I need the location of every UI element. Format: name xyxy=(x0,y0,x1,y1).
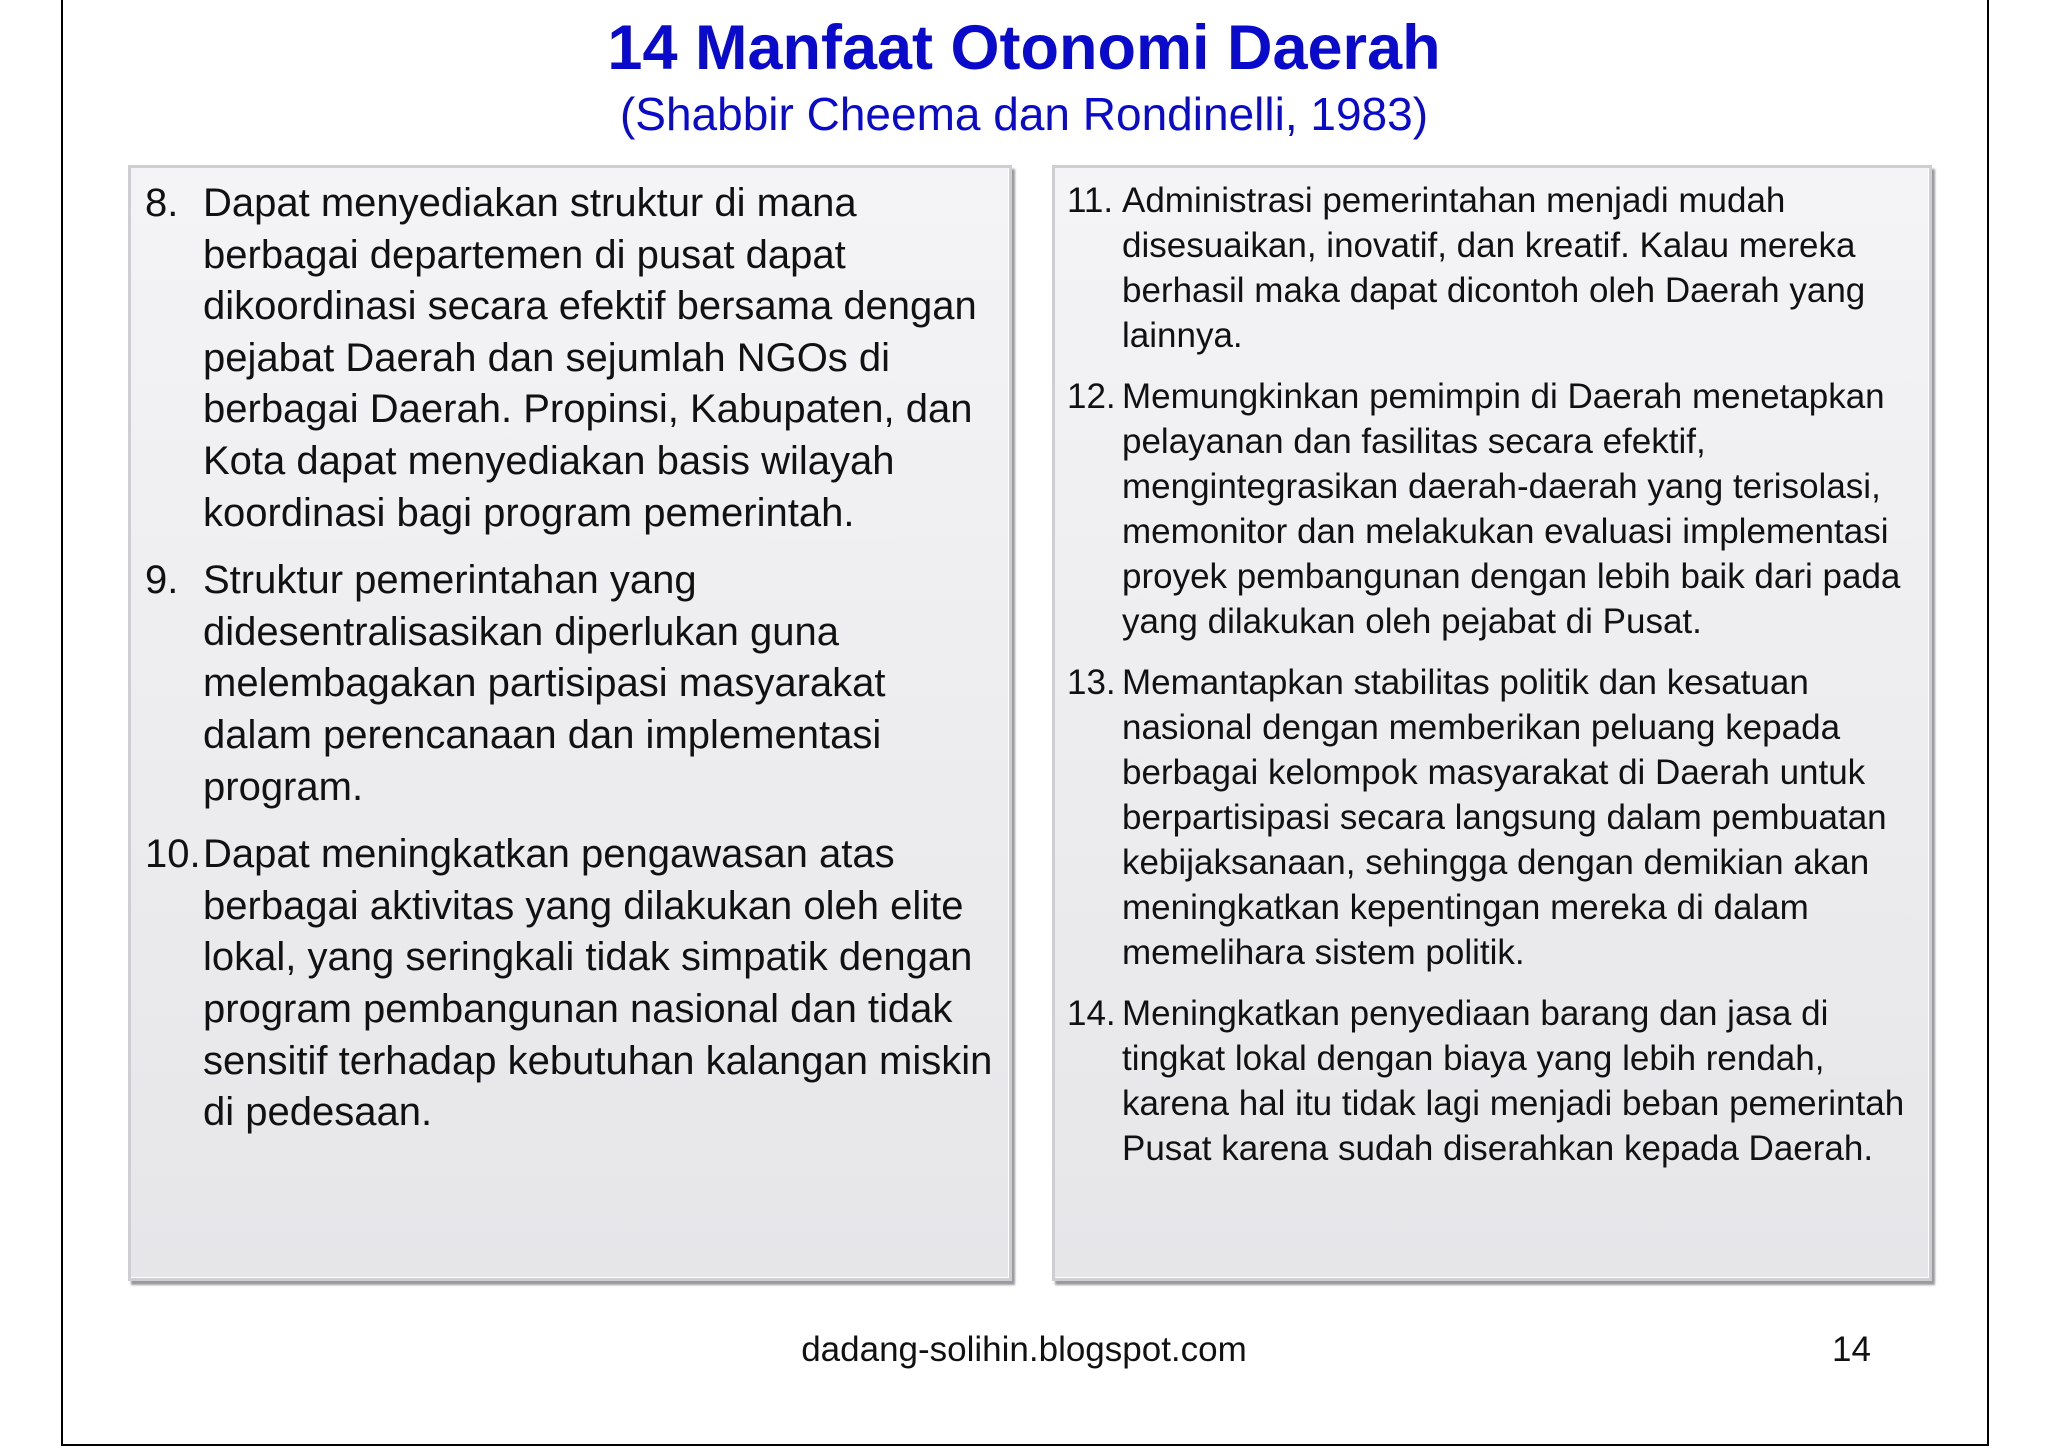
page-number: 14 xyxy=(1832,1330,1871,1369)
list-item xyxy=(145,829,993,1139)
list-item-text: Dapat menyediakan struktur di mana berbagai departemen di pusat dapat dikoordinasi secara efektif bersama dengan pejabat Daerah dan sejumlah NGOs di berbagai Daerah. Propinsi, Kabupaten, dan Kota dapat menyediakan basis wilayah koordinasi bagi program pemerintah. xyxy=(203,181,977,535)
left-benefit-list xyxy=(131,168,1009,1139)
list-item-text: Dapat meningkatkan pengawasan atas berbagai aktivitas yang dilakukan oleh elite lokal, yang seringkali tidak simpatik dengan program pembangunan nasional dan tidak sensitif terhadap kebutuhan kalangan miskin di pedesaan. xyxy=(203,832,993,1135)
list-item xyxy=(1067,178,1919,358)
list-item xyxy=(1067,660,1919,975)
footer-url: dadang-solihin.blogspot.com xyxy=(801,1330,1247,1369)
right-benefit-list xyxy=(1055,168,1929,1171)
right-content-panel xyxy=(1052,165,1932,1281)
list-item-number: 8. xyxy=(145,181,179,225)
list-item-text: Memungkinkan pemimpin di Daerah menetapkan pelayanan dan fasilitas secara efektif, mengintegrasikan daerah-daerah yang terisolasi, memonitor dan melakukan evaluasi implementasi proyek pembangunan dengan lebih baik dari pada yang dilakukan oleh pejabat di Pusat. xyxy=(1122,377,1901,641)
list-item-number: 11. xyxy=(1067,181,1114,220)
left-content-panel xyxy=(128,165,1012,1281)
list-item-number: 12. xyxy=(1067,377,1116,416)
list-item-text: Administrasi pemerintahan menjadi mudah disesuaikan, inovatif, dan kreatif. Kalau mereka berhasil maka dapat dicontoh oleh Daerah yang lainnya. xyxy=(1122,181,1866,355)
list-item xyxy=(1067,991,1919,1171)
list-item-text: Struktur pemerintahan yang didesentralisasikan diperlukan guna melembagakan partisipasi masyarakat dalam perencanaan dan implementasi program. xyxy=(203,558,886,809)
list-item xyxy=(145,178,993,539)
list-item-text: Meningkatkan penyediaan barang dan jasa di tingkat lokal dengan biaya yang lebih rendah, karena hal itu tidak lagi menjadi beban pemerintah Pusat karena sudah diserahkan kepada Daerah. xyxy=(1122,994,1905,1168)
list-item-number: 13. xyxy=(1067,663,1116,702)
slide-subtitle: (Shabbir Cheema dan Rondinelli, 1983) xyxy=(619,88,1429,140)
list-item-text: Memantapkan stabilitas politik dan kesatuan nasional dengan memberikan peluang kepada berbagai kelompok masyarakat di Daerah untuk berpartisipasi secara langsung dalam pembuatan kebijaksanaan, sehingga dengan demikian akan meningkatkan kepentingan mereka di dalam memelihara sistem politik. xyxy=(1122,663,1887,972)
list-item xyxy=(145,555,993,813)
list-item-number: 10. xyxy=(145,832,201,877)
slide-title: 14 Manfaat Otonomi Daerah xyxy=(607,13,1441,83)
list-item-number: 14. xyxy=(1067,994,1116,1033)
list-item-number: 9. xyxy=(145,558,179,603)
list-item xyxy=(1067,374,1919,644)
